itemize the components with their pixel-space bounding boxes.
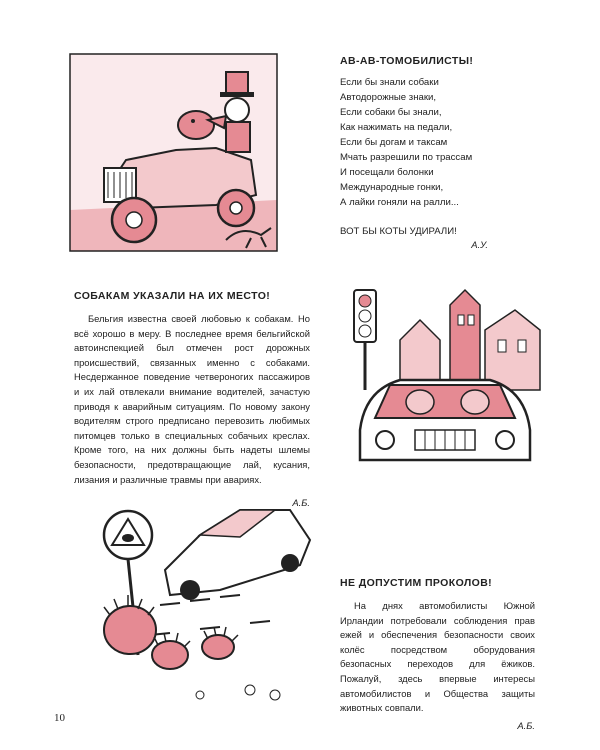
poem-line: Если бы знали собаки: [340, 77, 439, 88]
poem-title: АВ-АВ-ТОМОБИЛИСТЫ!: [340, 55, 474, 67]
article-dogs-signature: А.Б.: [292, 497, 310, 509]
poem-line: Если бы догам и таксам: [340, 137, 448, 148]
poem-line: А лайки гоняли на ралли...: [340, 197, 459, 208]
poem-section: [340, 55, 530, 250]
article-hedgehogs-title: НЕ ДОПУСТИМ ПРОКОЛОВ!: [340, 577, 493, 589]
poem-line: Если собаки бы знали,: [340, 107, 442, 118]
article-hedgehogs: [340, 577, 535, 731]
poem-line: Международные гонки,: [340, 182, 444, 193]
illustration-hedgehogs-crossing: [90, 495, 320, 710]
poem-closing-line: ВОТ БЫ КОТЫ УДИРАЛИ!: [340, 226, 457, 237]
article-dogs: [74, 290, 310, 508]
article-hedgehogs-signature: А.Б.: [517, 719, 535, 731]
poem-line: И посещали болонки: [340, 167, 434, 178]
poem-line: Как нажимать на педали,: [340, 122, 453, 133]
illustration-dogs-in-car: [340, 280, 550, 475]
article-dogs-title: СОБАКАМ УКАЗАЛИ НА ИХ МЕСТО!: [74, 290, 271, 302]
poem-line: Автодорожные знаки,: [340, 92, 437, 103]
article-hedgehogs-text: На днях автомобилисты Южной Ирландии потребовали соблюдения прав ежей и обеспечения безопасности своих колёс посредством оборудования безопасных переходов для ёжиков. Пожалуй, здесь впервые интересы автомобилистов и Общества защиты животных совпали.: [340, 600, 535, 714]
poem-signature: А.У.: [471, 239, 488, 250]
page-number: 10: [54, 712, 65, 724]
article-dogs-text: Бельгия известна своей любовью к собакам. Но всё хорошо в меру. В последнее время бельгийской автоинспекцией был отмечен рост дорожных происшествий, связанных именно с собаками. Несдержанное поведение четвероногих пассажиров и их лай отвлекали внимание водителей, зачастую приводя к аварийным ситуациям. По новому закону водителям строго предписано перевозить любимых питомцев только в специальных собачьих креслах. Кроме того, на них должны быть надеты шлемы безопасности, предотвращающие лай, кусания, лизания и различные травмы при авариях.: [74, 313, 310, 485]
illustration-vintage-car: [66, 50, 281, 255]
poem-line: Мчать разрешили по трассам: [340, 152, 473, 163]
